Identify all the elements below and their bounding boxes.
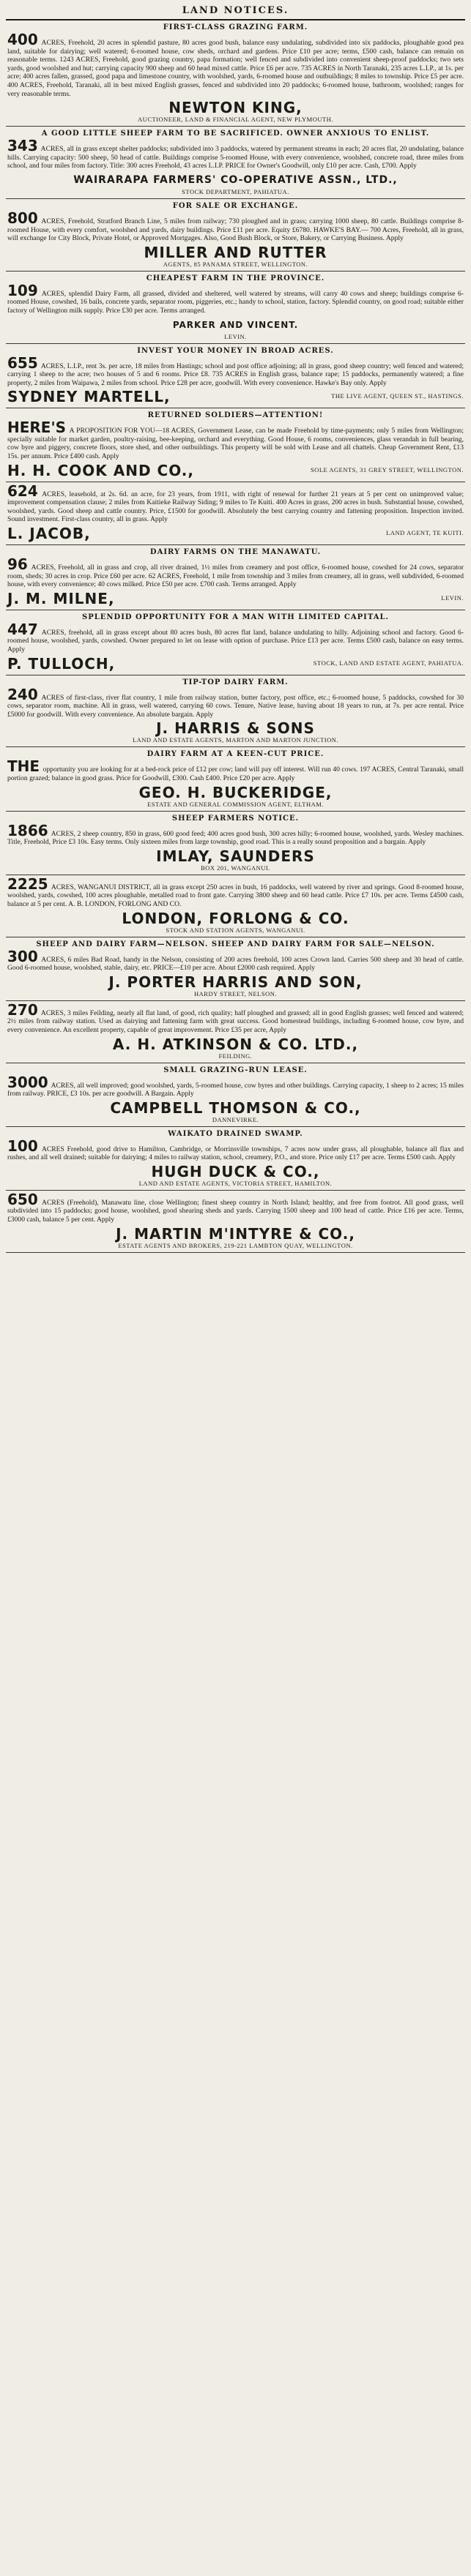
agent-name: CAMPBELL THOMSON & CO., (110, 1098, 361, 1117)
agent-details: STOCK, LAND AND ESTATE AGENT, PAHIATUA. (313, 659, 464, 667)
agent-row (7, 387, 464, 405)
agent-row (7, 589, 464, 607)
ad-body (7, 620, 464, 654)
ad-body (7, 139, 464, 171)
ad-lead: 300 (7, 947, 38, 965)
classified-ad (6, 1127, 465, 1191)
ad-lead: 3000 (7, 1073, 48, 1091)
agent-details: LEVIN. (224, 332, 247, 340)
ad-heading: FIRST-CLASS GRAZING FARM. (163, 23, 308, 31)
ad-lead: 343 (7, 137, 38, 155)
classified-ad (6, 875, 465, 937)
ad-heading: CHEAPEST FARM IN THE PROVINCE. (146, 274, 325, 282)
ad-text: A PROPOSITION FOR YOU—18 ACRES, Government Lease, can be made Freehold by time-payments; only 5 miles from Wellington; specially suitable for market garden, poultry-raising, bee-keeping, orchard and everything. Good House, 6 rooms, conveniences, glass verandah in full bearing, cow byre and piggery, concrete floors, store shed, and other outbuildings. This property will be sold with Lease and all chattels. Cheap Government Rent, £13 15s. per annum. Price £400 cash. Apply (7, 427, 464, 461)
ad-body (7, 757, 464, 782)
agent-details: DANNEVIRKE. (212, 1115, 259, 1123)
classified-ad (6, 344, 465, 409)
ad-body (7, 947, 464, 973)
agent-name: IMLAY, SAUNDERS (156, 847, 315, 865)
ad-body (7, 821, 464, 847)
agent-details: BOX 201, WANGANUI. (201, 864, 270, 872)
ad-text: ACRES, Freehold, Stratford Branch Line, 5 miles from railway; 730 ploughed and in grass; carrying 1000 sheep, 80 cattle. Buildings comprise 8-roomed House, with every comfort, woolshed and yards, dairy buildings. Price £11 per acre. Equity £6780. HAWKE'S BAY.— 700 Acres, Freehold, all in grass, will exchange for City Block, Private Hotel, or Approved Mortgages. Also, Good Bush Block, or Store, Bakery, or Carrying Business. Apply (7, 217, 464, 243)
agent-details: STOCK AND STATION AGENTS, WANGANUI. (166, 926, 305, 934)
ad-lead: 655 (7, 353, 38, 372)
agent-details: AUCTIONEER, LAND & FINANCIAL AGENT, NEW PLYMOUTH. (138, 116, 333, 124)
agent-name: J. MARTIN M'INTYRE & CO., (116, 1224, 355, 1243)
agent-details: THE LIVE AGENT, QUEEN ST., HASTINGS. (331, 392, 464, 400)
ad-lead: 1866 (7, 821, 48, 839)
ad-heading: RETURNED SOLDIERS—ATTENTION! (147, 411, 324, 420)
ad-lead: 109 (7, 281, 38, 299)
agent-details: HARDY STREET, NELSON. (194, 989, 277, 997)
ad-body (7, 1000, 464, 1035)
ad-body (7, 484, 464, 524)
ad-heading: A GOOD LITTLE SHEEP FARM TO BE SACRIFICED. OWNER ANXIOUS TO ENLIST. (41, 130, 430, 138)
ad-body (7, 421, 464, 460)
ad-lead: 96 (7, 555, 28, 574)
ad-heading: FOR SALE OR EXCHANGE. (172, 201, 299, 210)
ad-text: ACRES, all well improved; good woolshed, yards, 5-roomed house, cow byres and other buildings. Carrying capacity, 1 sheep to 2 acres; 15 miles from railway. PRICE, £3 10s. per acre goodwill. A Bargain. Apply (7, 1081, 464, 1098)
classified-ad (6, 1001, 465, 1063)
ad-lead: HERE'S (7, 419, 66, 437)
ad-text: ACRES, WANGANUI DISTRICT, all in grass except 250 acres in bush, 16 paddocks, well watered by river and springs. Good 8-roomed house, woolshed, yards, cowshed, 100 acres ploughable, metalled road to front gate. Carrying 3800 sheep and 60 head cattle. Price £7 10s. per acre. Terms £4500 cash, balance at 5 per cent. A. B. LONDON, FORLONG AND CO. (7, 883, 464, 908)
agent-name: GEO. H. BUCKERIDGE, (138, 783, 333, 801)
agent-name: H. H. COOK AND CO., (7, 461, 194, 479)
agent-name: J. PORTER HARRIS AND SON, (108, 973, 363, 991)
ad-text: ACRES, Freehold, 20 acres in splendid pasture, 80 acres good bush, balance easy undulating, subdivided into six paddocks, ploughable good pea land, suitable for dairying; well watered; 6-roomed house, cow sheds, orchard and gardens. Price £10 per acre; terms, £500 cash, balance can remain on reasonable terms. 1243 ACRES, Freehold, good grazing country, papa formation; well fenced and subdivided into convenient sheep-proof paddocks; two sets yards, good woolshed and hut; carrying capacity 900 sheep and 60 head mixed cattle. Price £6 per acre. 735 ACRES in North Taranaki, 235 acres L.I.P., at 1s. per acre; 400 acres fallen, grassed, good papa and limestone country, with woolshed, yards, 6-roomed house and outbuildings; 8 miles to township. Price £5 per acre. 400 ACRES, Freehold, Taranaki, all in best mixed English grasses, fenced and subdivided into 20 paddocks; 6-roomed house, bathroom, woolshed; ranges for very reasonable terms. (7, 39, 464, 98)
ad-lead: 650 (7, 1190, 38, 1208)
agent-row (7, 524, 464, 542)
ad-body (7, 33, 464, 98)
agent-name: NEWTON KING, (168, 99, 303, 117)
ad-body (7, 1073, 464, 1098)
ad-lead: 2225 (7, 875, 48, 893)
ad-heading: SHEEP AND DAIRY FARM—NELSON. SHEEP AND DAIRY FARM FOR SALE—NELSON. (36, 940, 435, 948)
agent-details: STOCK DEPARTMENT, PAHIATUA. (182, 187, 289, 195)
ad-body (7, 281, 464, 315)
ad-heading: TIP-TOP DAIRY FARM. (182, 678, 289, 686)
classified-ads (6, 20, 465, 1253)
ad-lead: 100 (7, 1137, 38, 1155)
agent-details: LEVIN. (441, 594, 464, 602)
classified-ad (6, 812, 465, 875)
ad-text: opportunity you are looking for at a bed-rock price of £12 per cow; land will pay off interest. Will run 40 cows. 197 ACRES, Central Taranaki, small portion grazed; balance in good grass. Price for Goodwill, £300. Cash £400. Price £20 per acre. Apply (7, 765, 464, 782)
ad-lead: 240 (7, 685, 38, 703)
agent-name: MILLER AND RUTTER (144, 243, 327, 261)
classified-ad (6, 1063, 465, 1127)
ad-lead: 447 (7, 620, 38, 638)
agent-details: SOLE AGENTS, 31 GREY STREET, WELLINGTON. (310, 465, 464, 473)
ad-lead: 800 (7, 209, 38, 227)
agent-name: J. M. MILNE, (7, 589, 115, 607)
agent-name: SYDNEY MARTELL, (7, 388, 171, 406)
agent-details: ESTATE AND GENERAL COMMISSION AGENT, ELTHAM. (147, 800, 324, 808)
classified-ad (6, 610, 465, 675)
ad-heading: DAIRY FARM AT A KEEN-CUT PRICE. (147, 750, 324, 759)
classified-ad (6, 20, 465, 127)
ad-heading: DAIRY FARMS ON THE MANAWATU. (149, 548, 322, 557)
ad-text: ACRES, Freehold, all in grass and crop, all river drained, 1½ miles from creamery and post office, 6-roomed house, cowshed for 24 cows, separator room, sheds; 30 acres in crop. Price £60 per acre. 62 ACRES, Freehold, 1 mile from township and 3 miles from creamery, all in grass, well subdivided, 6-roomed house, with every convenience; 40 cows milked. Price £50 per acre. £700 cash. Terms arranged. Apply (7, 564, 464, 589)
ad-text: ACRES, 6 miles Bad Road, handy in the Nelson, consisting of 200 acres freehold, 100 acres Crown land. Carries 500 sheep and 30 head of cattle. Good 6-roomed house, woolshed, stable, dairy, etc. PRICE—£10 per acre. About £2000 cash required. Apply (7, 955, 464, 973)
ad-body (7, 1139, 464, 1162)
ad-body (7, 1190, 464, 1224)
ad-text: ACRES, freehold, all in grass except about 80 acres bush, 80 acres flat land, balance undulating to hilly. Adjoining school and factory. Good 6-roomed house, woolshed, yards, cowshed. Owner prepared to let on lease with option of purchase. Price £13 per acre. Terms £500 cash, balance on easy terms. Apply (7, 628, 464, 654)
classified-ad (6, 545, 465, 610)
classified-ad (6, 937, 465, 1001)
classified-ad (6, 675, 465, 748)
classified-ad (6, 482, 465, 545)
ad-heading: INVEST YOUR MONEY IN BROAD ACRES. (137, 346, 334, 355)
ad-heading: WAIKATO DRAINED SWAMP. (168, 1129, 303, 1138)
newspaper-column (6, 0, 465, 2576)
page-title: LAND NOTICES. (6, 0, 465, 20)
classified-ad (6, 199, 465, 272)
ad-lead: 270 (7, 1000, 38, 1019)
agent-name: L. JACOB, (7, 525, 91, 543)
ad-text: ACRES, 3 miles Feilding, nearly all flat land, of good, rich quality; half ploughed and grassed; all in good English grasses; well fenced and watered; 2½ miles from railway station. Used as dairying and fattening farm with great success. Good homestead buildings, including 6-roomed house, cow byre, and every convenience. An excellent property, capable of great improvement. Price £35 per acre, Apply (7, 1008, 464, 1034)
ad-text: ACRES (Freehold), Manawatu line, close Wellington; finest sheep country in North Island; healthy, and free from footrot. All good grass, well subdivided into 15 paddocks; good house, woolshed, good shearing sheds and yards. Carrying 1500 sheep and 100 head of cattle. Price £16 per acre. Terms, £3000 cash, balance 5 per cent. Apply (7, 1198, 464, 1224)
ad-heading: SPLENDID OPPORTUNITY FOR A MAN WITH LIMITED CAPITAL. (81, 613, 389, 621)
ad-text: ACRES, leasehold, at 2s. 6d. an acre, for 23 years, from 1911, with right of renewal for further 21 years at 5 per cent on unimproved value; improvement compensation clause; 2 miles from Kaitieke Railway Siding; 9 miles to Te Kuiti. 400 Acres in grass, 200 acres in bush. Substantial house, cowshed, woolshed, yards. Good sheep and cattle country. Price, £1500 for goodwill. Absolutely the best carrying country and fattening proposition. Inspection invited. Sound investment. First-class country, all in grass. Apply (7, 490, 464, 524)
agent-row (7, 654, 464, 672)
ad-text: ACRES, L.I.P., rent 3s. per acre, 18 miles from Hastings; school and post office adjoining; all in grass, good sheep country; well fenced and watered; carrying 1 sheep to the acre; two houses of 5 and 6 rooms. Price £8. 735 ACRES in English grass, balance rape; 15 paddocks, permanently watered; a fine property, 2 miles from Waipawa, 2 miles from school. Price £28 per acre, goodwill. With every convenience. Hawke's Bay only. Apply (7, 362, 464, 387)
ad-text: ACRES Freehold, good drive to Hamilton, Cambridge, or Morrinsville townships, 7 acres now under grass, all ploughable, balance all flax and rushes, and all well drained; suitable for dairying; 4 miles to railway station, school, creamery, P.O., and store. Price only £17 per acre. Terms £500 cash. Apply (7, 1145, 464, 1162)
ad-text: ACRES of first-class, river flat country, 1 mile from railway station, butter factory, post office, etc.; 6-roomed house, 5 paddocks, cowshed for 30 cows, separator room, machine. All in grass, well watered, carrying 60 cows. Tenure, Native lease, having about 18 years to run, at 7s. per acre rental. Price £5000 for goodwill. With every convenience. An absolute bargain. Apply (7, 693, 464, 719)
agent-name: WAIRARAPA FARMERS' CO-OPERATIVE ASSN., LTD., (73, 173, 398, 186)
ad-lead: 624 (7, 482, 38, 500)
classified-ad (6, 747, 465, 811)
ad-body (7, 685, 464, 719)
classified-ad (6, 1191, 465, 1253)
agent-name: A. H. ATKINSON & CO. LTD., (112, 1035, 359, 1053)
ad-body (7, 211, 464, 243)
agent-details: LAND AND ESTATE AGENTS, MARTON AND MARTON JUNCTION. (132, 736, 339, 744)
agent-details: ESTATE AGENTS AND BROKERS, 219-221 LAMBTON QUAY, WELLINGTON. (118, 1241, 353, 1249)
agent-name: PARKER AND VINCENT. (172, 319, 299, 330)
ad-body (7, 555, 464, 589)
classified-ad (6, 408, 465, 482)
agent-details: LAND AND ESTATE AGENTS, VICTORIA STREET, HAMILTON. (138, 1179, 333, 1187)
ad-body (7, 877, 464, 909)
agent-details: LAND AGENT, TE KUITI. (386, 529, 464, 537)
ad-text: ACRES, all in grass except shelter paddocks; subdivided into 3 paddocks, watered by permanent streams in each; 20 acres flat, 20 undulating, balance hills. Carrying capacity: 500 sheep, 50 head of cattle. Buildings comprise 5-roomed House, with every convenience, woolshed, concrete road, three miles from school, and four miles from factory. Title: 300 acres Freehold, 43 acres L.I.P. PRICE for Owner's Goodwill, only £10 per acre. Cash, £700. Apply (7, 145, 464, 171)
agent-name: HUGH DUCK & CO., (151, 1162, 320, 1180)
ad-heading: SMALL GRAZING-RUN LEASE. (163, 1066, 308, 1074)
classified-ad (6, 127, 465, 199)
ad-body (7, 353, 464, 388)
ad-text: ACRES, splendid Dairy Farm, all grassed, divided and sheltered, well watered by streams, will carry 40 cows and sheep; buildings comprise 6-roomed House, cowshed, 16 bails, concrete yards, separator room, piggeries, etc.; handy to school, station, factory. Splendid country, on good road; suitable either factory of Wellington milk supply. Price £30 per acre. Terms arranged. (7, 289, 464, 315)
ad-text: ACRES, 2 sheep country, 850 in grass, 600 good feed; 400 acres good bush, 300 acres hilly; 6-roomed house, woolshed, yards. Wesley machines. Title, Freehold, Price £3 10s. Easy terms. Only sixteen miles from large township, good road. This is a really sound proposition and a bargain. Apply (7, 829, 464, 847)
ad-heading: SHEEP FARMERS NOTICE. (171, 814, 300, 823)
agent-row (7, 461, 464, 479)
agent-name: J. HARRIS & SONS (156, 719, 315, 738)
classified-ad (6, 272, 465, 344)
ad-lead: 400 (7, 31, 38, 48)
agent-details: AGENTS, 85 PANAMA STREET, WELLINGTON. (163, 260, 308, 268)
agent-name: LONDON, FORLONG & CO. (122, 909, 349, 927)
agent-name: P. TULLOCH, (7, 654, 116, 673)
ad-lead: THE (7, 757, 40, 776)
agent-details: FEILDING. (218, 1052, 253, 1060)
